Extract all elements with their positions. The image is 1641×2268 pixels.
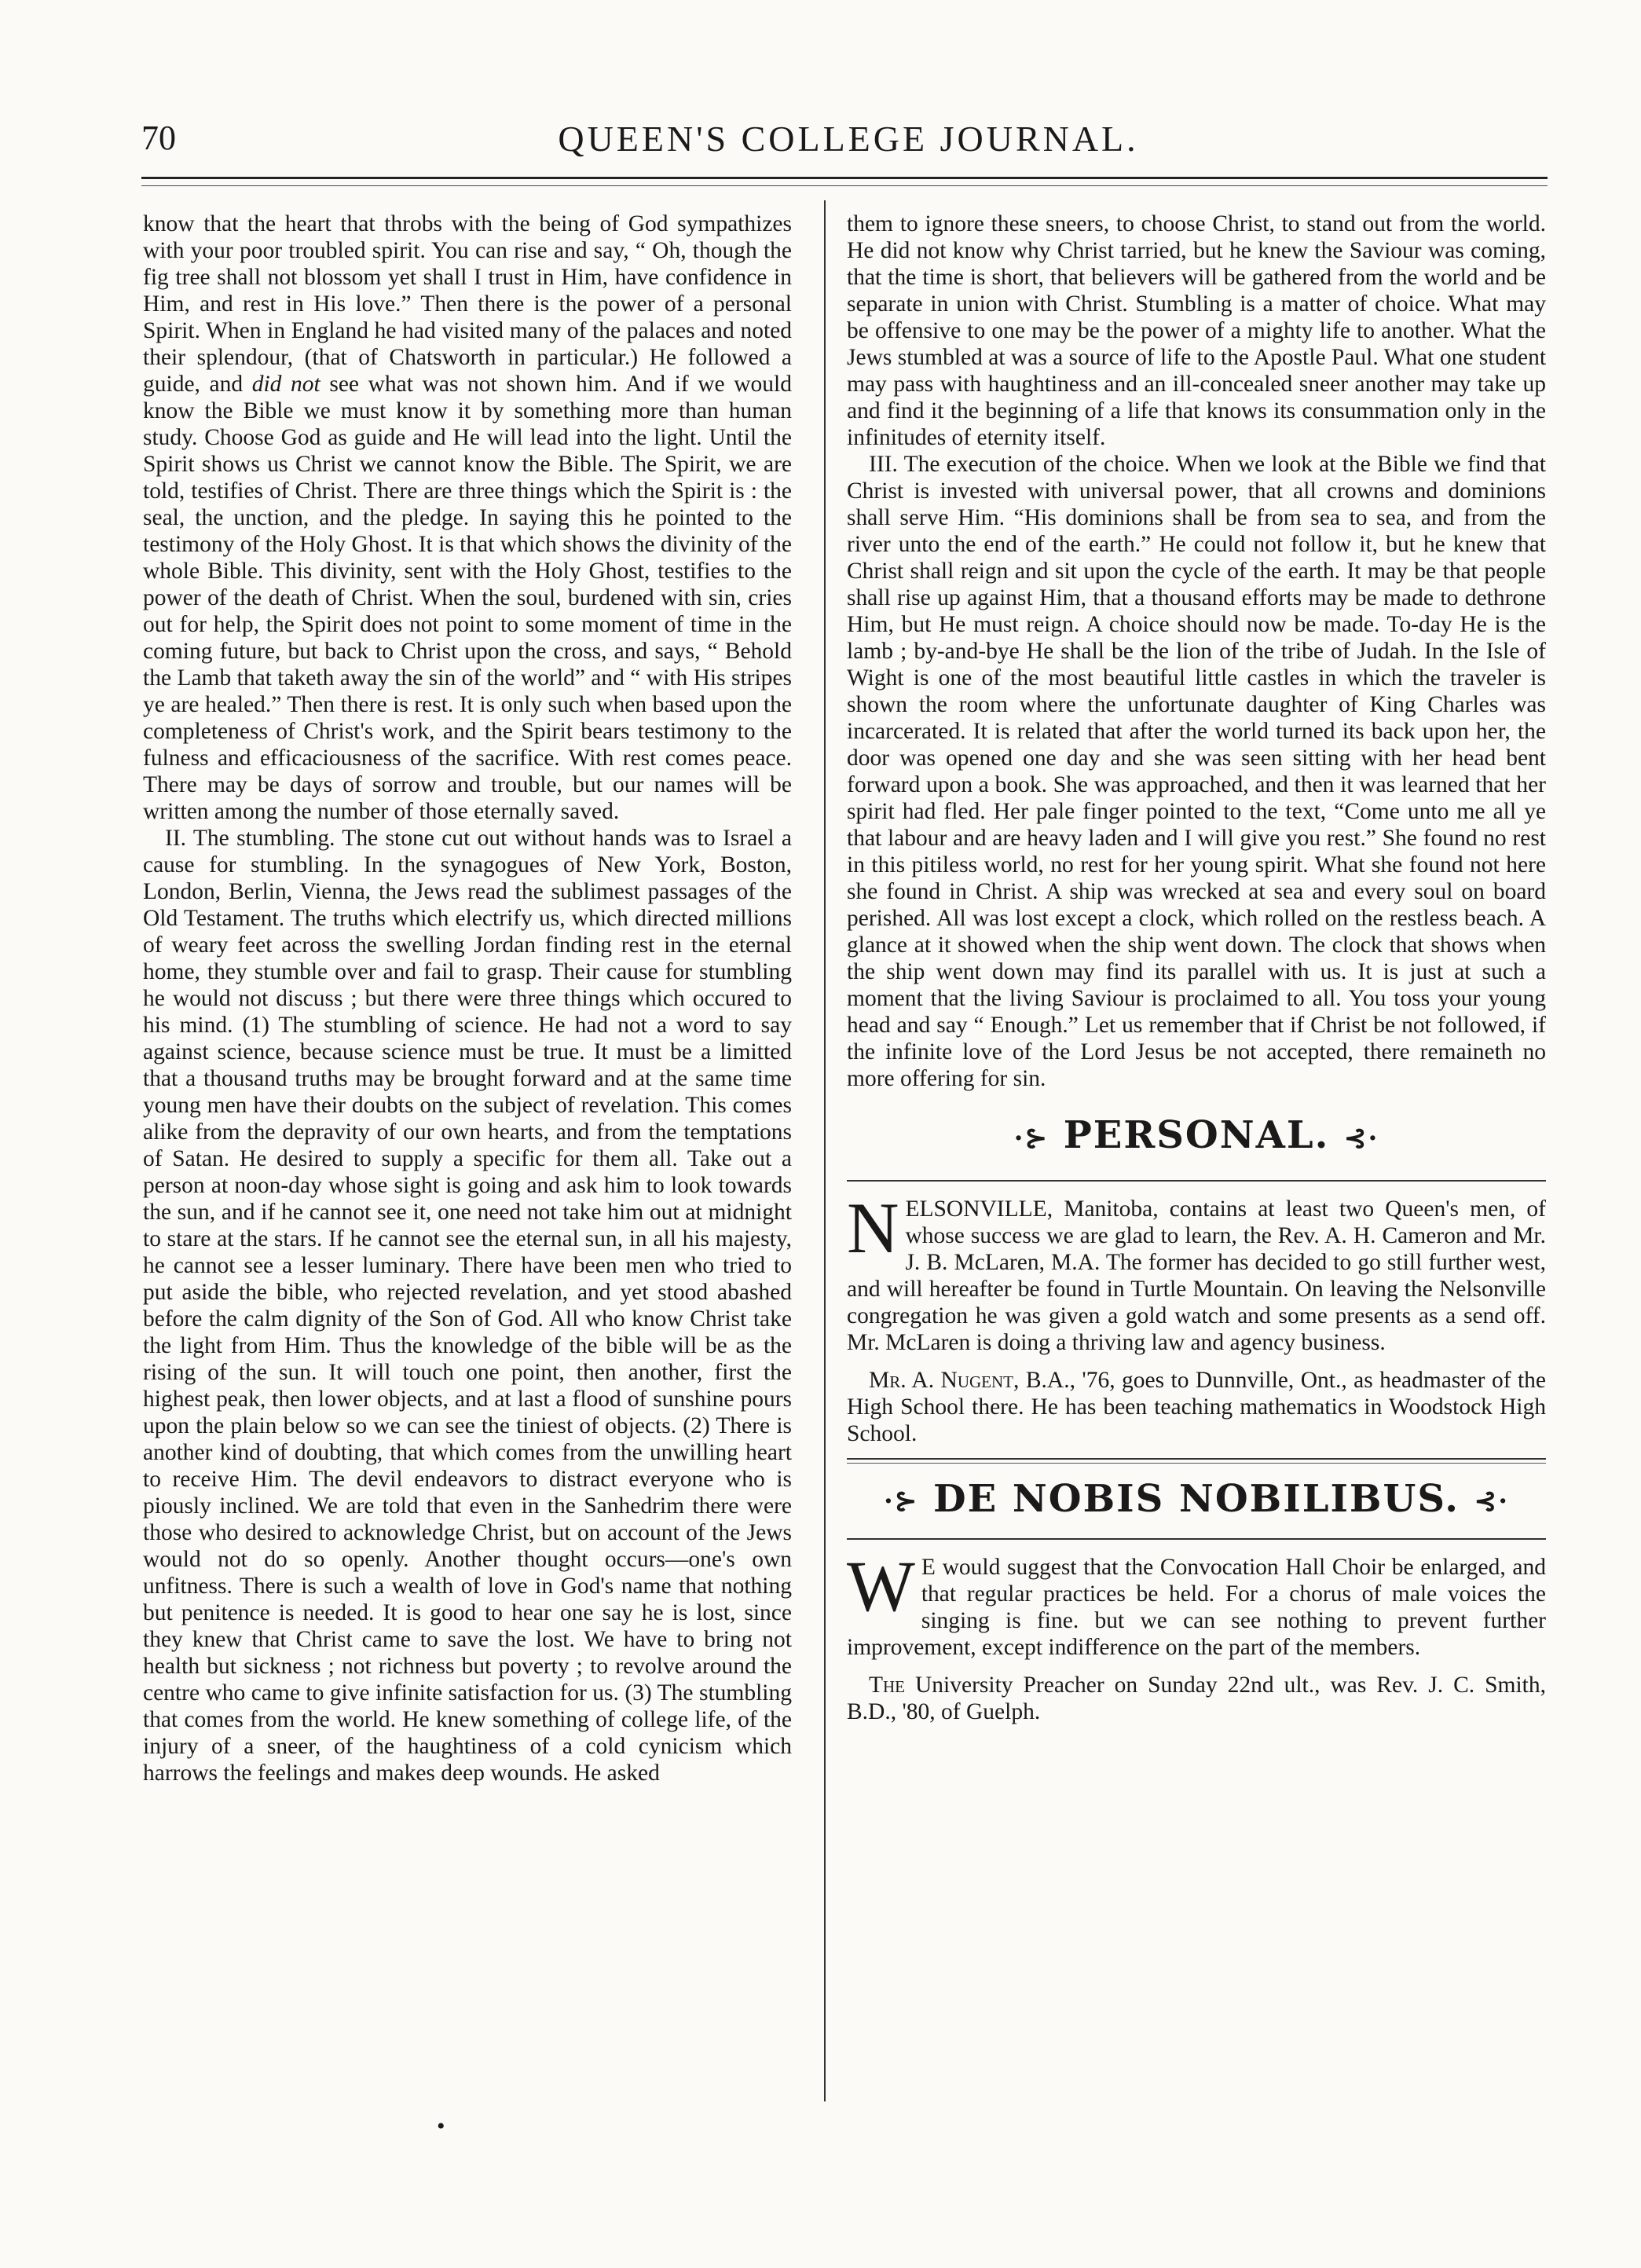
right-paragraph-2: III. The execution of the choice. When we look at the Bible we find that Christ is invested with universal power, that all crowns and dominions shall serve Him. “His dominions shall be from sea to sea, and from the river unto the end of the earth.” He could not follow it, but he knew that Christ shall reign and sit upon the cycle of the earth. It may be that people shall rise up against Him, that a thousand efforts may be made to dethrone Him, but He must reign. A choice should now be made. To-day He is the lamb ; by-and-bye He shall be the lion of the tribe of Judah. In the Isle of Wight is one of the most beautiful little castles in which the traveler is shown the room where the unfortunate daughter of King Charles was incarcerated. It is related that after the world turned its back upon her, the door was opened one day and she was seen sitting with her head bent forward upon a book. She was approached, and then it was learned that her spirit had fled. Her pale finger pointed to the text, “Come unto me all ye that labour and are heavy laden and I will give you rest.” She found no rest in this pitiless world, no rest for her young spirit. What she found not here she found in Christ. A ship was wrecked at sea and every soul on board perished. All was lost except a clock, which rolled on the restless beach. A glance at it showed when the ship went down. The clock that shows when the ship went down may find its parallel with us. It is just at such a moment that the living Saviour is proclaimed to all. You toss your young head and say “ Enough.” Let us remember that if Christ be not followed, if the infinite love of the Lord Jesus be not accepted, there remaineth no more offering for sin. <box>847 452 1546 1091</box>
left-column <box>143 211 792 1786</box>
left-paragraph-1-text: know that the heart that throbs with the being of God sympathizes with your poor troubled spirit. You can rise and say, “ Oh, though the fig tree shall not blossom yet shall I trust in Him, have confidence in Him, and rest in His love.” Then there is the power of a personal Spirit. When in England he had visited many of the palaces and noted their splendour, (that of Chatsworth in particular.) He followed a guide, and <box>143 211 792 397</box>
nobis-lead-2: The <box>869 1673 906 1698</box>
header-rule <box>141 177 1548 179</box>
ornament-right-icon: ⊰· <box>1344 1122 1379 1154</box>
nobis-heading-text: DE NOBIS NOBILIBUS. <box>932 1476 1460 1521</box>
personal-text-1: , Manitoba, contains at least two Queen's men, of whose success we are glad to learn, the Rev. A. H. Cameron and Mr. J. B. McLaren, M.A. The former has decided to go still further west, and will hereafter be found in Turtle Mountain. On leaving the Nelsonville congregation he was given a gold watch and some presents as a send off. Mr. McLaren is doing a thriving law and agency business. <box>847 1196 1546 1355</box>
personal-heading <box>847 1113 1546 1157</box>
page-mark: • <box>437 2113 445 2139</box>
ornament-left-icon: ·⊱ <box>1013 1122 1049 1154</box>
section-rule <box>847 1180 1546 1182</box>
personal-lead-2: Mr. A. Nugent <box>869 1367 1014 1393</box>
column-divider <box>824 200 826 2101</box>
left-paragraph-1 <box>143 211 792 825</box>
nobis-heading <box>847 1476 1546 1521</box>
personal-paragraph-1 <box>847 1187 1546 1356</box>
page-number: 70 <box>141 119 176 157</box>
ornament-right-icon: ⊰· <box>1474 1486 1510 1517</box>
section-rule-3 <box>847 1538 1546 1540</box>
section-rule-2b <box>847 1463 1546 1464</box>
left-paragraph-2: II. The stumbling. The stone cut out without hands was to Israel a cause for stumbling. In the synagogues of New York, Boston, London, Berlin, Vienna, the Jews read the sublimest passages of the Old Testament. The truths which electrify us, which directed millions of weary feet across the swelling Jordan finding rest in the eternal home, they stumble over and fail to grasp. Their cause for stumbling he would not discuss ; but there were three things which occured to his mind. (1) The stumbling of science. He had not a word to say against science, because science must be true. It must be a limitted that a thousand truths may be brought forward and at the same time young men have their doubts on the subject of revelation. This comes alike from the depravity of our own hearts, and from the temptations of Satan. He desired to supply a specific for them all. Take out a person at noon-day whose sight is going and ask him to look towards the sun, and if he cannot see it, one need not take him out at midnight to stare at the stars. If he cannot see the eternal sun, in all his majesty, he cannot see a lesser luminary. There have been men who tried to put aside the bible, who rejected revelation, and yet stood abashed before the calm dignity of the Son of God. All who know Christ take the light from Him. Thus the knowledge of the bible will be as the rising of the sun. It will touch one point, then another, first the highest peak, then lower objects, and at last a flood of sunshine pours upon the plain below so we can see the tiniest of objects. (2) There is another kind of doubting, that which comes from the unwilling heart to receive Him. The devil endeavors to distract everyone who is piously inclined. We are told that even in the Sanhedrim there were those who desired to acknowledge Christ, but on account of the Jews would not do so openly. Another thought occurs—one's own unfitness. There is such a wealth of love in God's name that nothing but penitence is needed. It is good to hear one say he is lost, since they knew that Christ came to save the lost. We have to bring not health but sickness ; not richness but poverty ; to revolve around the centre who came to give infinite satisfaction for us. (3) The stumbling that comes from the world. He knew something of college life, of the injury of a sneer, of the haughtiness of a cold cynicism which harrows the feelings and makes deep wounds. He asked <box>143 826 792 1786</box>
right-paragraph-1: them to ignore these sneers, to choose Christ, to stand out from the world. He did not know why Christ tarried, but he knew the Saviour was coming, that the time is short, that believers will be gathered from the world and be separate in union with Christ. Stumbling is a matter of choice. What may be offensive to one may be the power of a mighty life to another. What the Jews stumbled at was a source of life to the Apostle Paul. What one student may pass with haughtiness and an ill-concealed sneer another may take up and find it the beginning of a life that knows its consummation only in the infinitudes of eternity itself. <box>847 211 1547 450</box>
right-column <box>847 211 1546 1725</box>
section-rule-2 <box>847 1458 1546 1460</box>
left-paragraph-1-rest: see what was not shown him. And if we would know the Bible we must know it by something more than human study. Choose God as guide and He will lead into the light. Until the Spirit shows us Christ we cannot know the Bible. The Spirit, we are told, testifies of Christ. There are three things which the Spirit is : the seal, the unction, and the pledge. In saying this he pointed to the testimony of the Holy Ghost. It is that which shows the divinity of the whole Bible. This divinity, sent with the Holy Ghost, testifies to the power of the death of Christ. When the soul, burdened with sin, cries out for help, the Spirit does not point to some moment of time in the coming future, but back to Christ upon the cross, and says, “ Behold the Lamb that taketh away the sin of the world” and “ with His stripes ye are healed.” Then there is rest. It is only such when based upon the completeness of Christ's work, and the Spirit bears testimony to the fulness and efficaciousness of the sacrifice. With rest comes peace. There may be days of sorrow and trouble, but our names will be written among the number of those eternally saved. <box>143 372 793 824</box>
page-header <box>141 118 1555 181</box>
italic-emphasis: did not <box>251 372 321 397</box>
dropcap-w: W <box>847 1546 915 1626</box>
header-rule-thin <box>141 185 1548 186</box>
nobis-text-1: E would suggest that the Convocation Hall Choir be enlarged, and that regular practices be held. For a chorus of male voices the singing is fine. but we can see nothing to prevent further improvement, except indifference on the part of the members. <box>847 1555 1546 1660</box>
personal-heading-text: PERSONAL. <box>1063 1113 1330 1157</box>
journal-title: QUEEN'S COLLEGE JOURNAL. <box>558 119 1139 159</box>
nobis-paragraph-1 <box>847 1546 1546 1661</box>
personal-lead: ELSONVILLE <box>905 1196 1047 1222</box>
personal-text-2: , B.A., '76, goes to Dunnville, Ont., as headmaster of the High School there. He has been teaching mathematics in Woodstock High School. <box>847 1367 1547 1446</box>
ornament-left-icon: ·⊱ <box>883 1486 919 1517</box>
nobis-text-2: University Preacher on Sunday 22nd ult., was Rev. J. C. Smith, B.D., '80, of Guelph. <box>847 1673 1546 1724</box>
personal-paragraph-2 <box>847 1367 1546 1447</box>
dropcap-n: N <box>847 1187 899 1268</box>
nobis-paragraph-2 <box>847 1672 1546 1725</box>
